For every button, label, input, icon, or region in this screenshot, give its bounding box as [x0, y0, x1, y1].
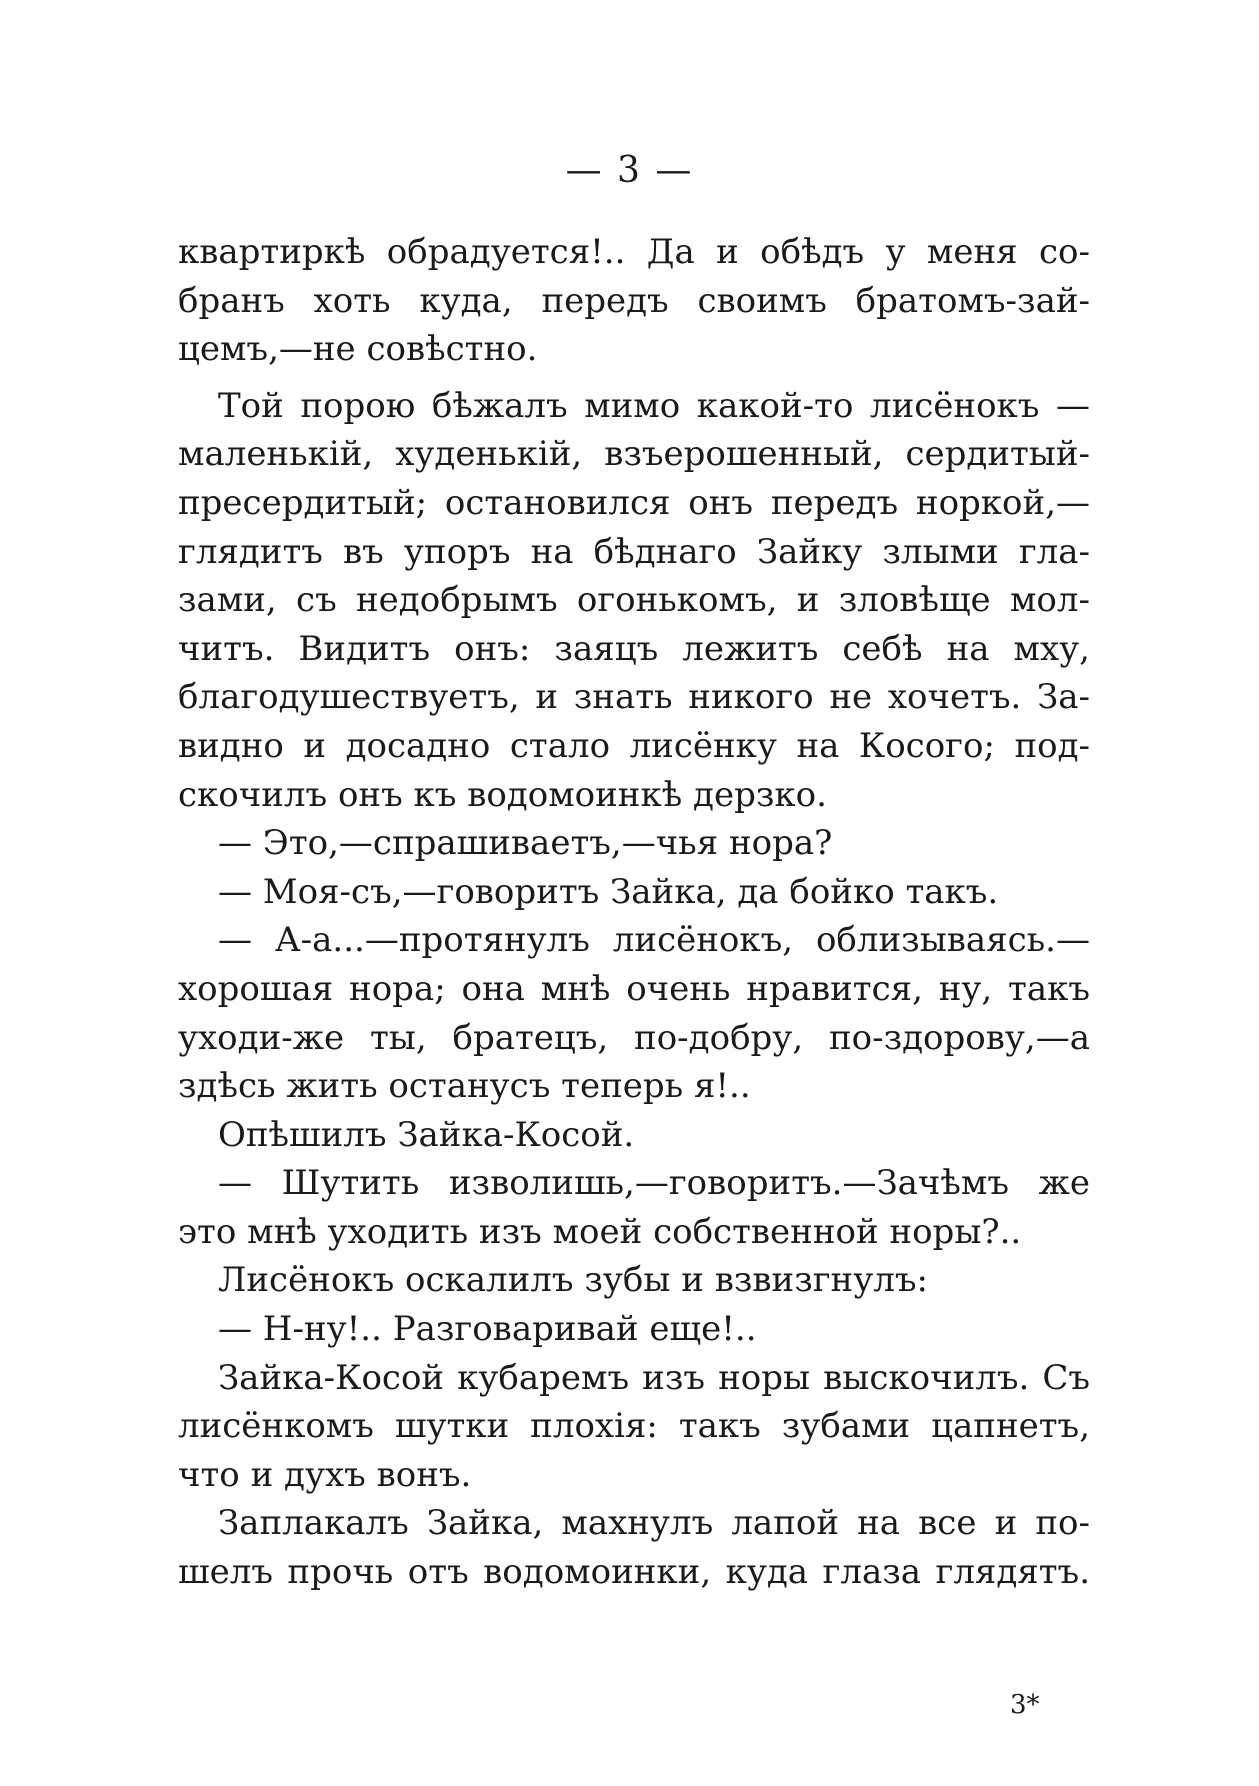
text-line: благодушествуетъ, и знать никого не хочетъ. За-: [178, 677, 1090, 718]
text-line: читъ. Видитъ онъ: заяцъ лежитъ себѣ на мху,: [178, 628, 1090, 669]
text-line: видно и досадно стало лисёнку на Косого; под-: [178, 725, 1090, 766]
text-line: Зайка-Косой кубаремъ изъ норы выскочилъ. Съ: [218, 1357, 1090, 1398]
text-line: хорошая нора; она мнѣ очень нравится, ну, такъ: [178, 968, 1090, 1009]
body-text: [178, 228, 1090, 1597]
text-line: — А-а...—протянулъ лисёнокъ, облизываясь.—: [218, 920, 1090, 961]
text-line: — Это,—спрашиваетъ,—чья нора?: [218, 823, 833, 864]
text-line: глядитъ въ упоръ на бѣднаго Зайку злыми гла-: [178, 531, 1090, 572]
text-line: бранъ хоть куда, передъ своимъ братомъ-зай-: [178, 280, 1090, 321]
text-line: уходи-же ты, братецъ, по-добру, по-здорову,—а: [178, 1017, 1090, 1058]
text-line: цемъ,—не совѣстно.: [178, 329, 538, 370]
text-line: Опѣшилъ Зайка-Косой.: [218, 1114, 635, 1155]
signature-mark: 3*: [1010, 1690, 1040, 1720]
text-line: квартиркѣ обрадуется!.. Да и обѣдъ у меня со-: [178, 232, 1090, 272]
text-line: маленькій, худенькій, взъерошенный, сердитый-: [178, 434, 1090, 475]
text-line: лисёнкомъ шутки плохія: такъ зубами цапнетъ,: [178, 1406, 1090, 1447]
text-line: зами, съ недобрымъ огонькомъ, и зловѣще мол-: [178, 580, 1090, 621]
text-line: — Моя-съ,—говоритъ Зайка, да бойко такъ.: [218, 871, 999, 912]
text-line: здѣсь жить останусъ теперь я!..: [178, 1066, 751, 1107]
text-line: — Н-ну!.. Разговаривай еще!..: [218, 1309, 757, 1350]
text-line: Лисёнокъ оскалилъ зубы и взвизгнулъ:: [218, 1260, 928, 1301]
text-line: что и духъ вонъ.: [178, 1454, 472, 1495]
text-line: это мнѣ уходить изъ моей собственной норы?..: [178, 1211, 1022, 1252]
text-line: — Шутить изволишь,—говоритъ.—Зачѣмъ же: [218, 1163, 1090, 1204]
text-line: шелъ прочь отъ водомоинки, куда глаза глядятъ.: [178, 1552, 1090, 1593]
page-number: — 3 —: [565, 150, 694, 191]
text-line: Той порою бѣжалъ мимо какой-то лисёнокъ —: [218, 385, 1090, 426]
text-line: Заплакалъ Зайка, махнулъ лапой на все и по-: [218, 1503, 1090, 1544]
text-line: скочилъ онъ къ водомоинкѣ дерзко.: [178, 774, 827, 815]
text-line: пресердитый; остановился онъ передъ норкой,—: [178, 482, 1090, 523]
